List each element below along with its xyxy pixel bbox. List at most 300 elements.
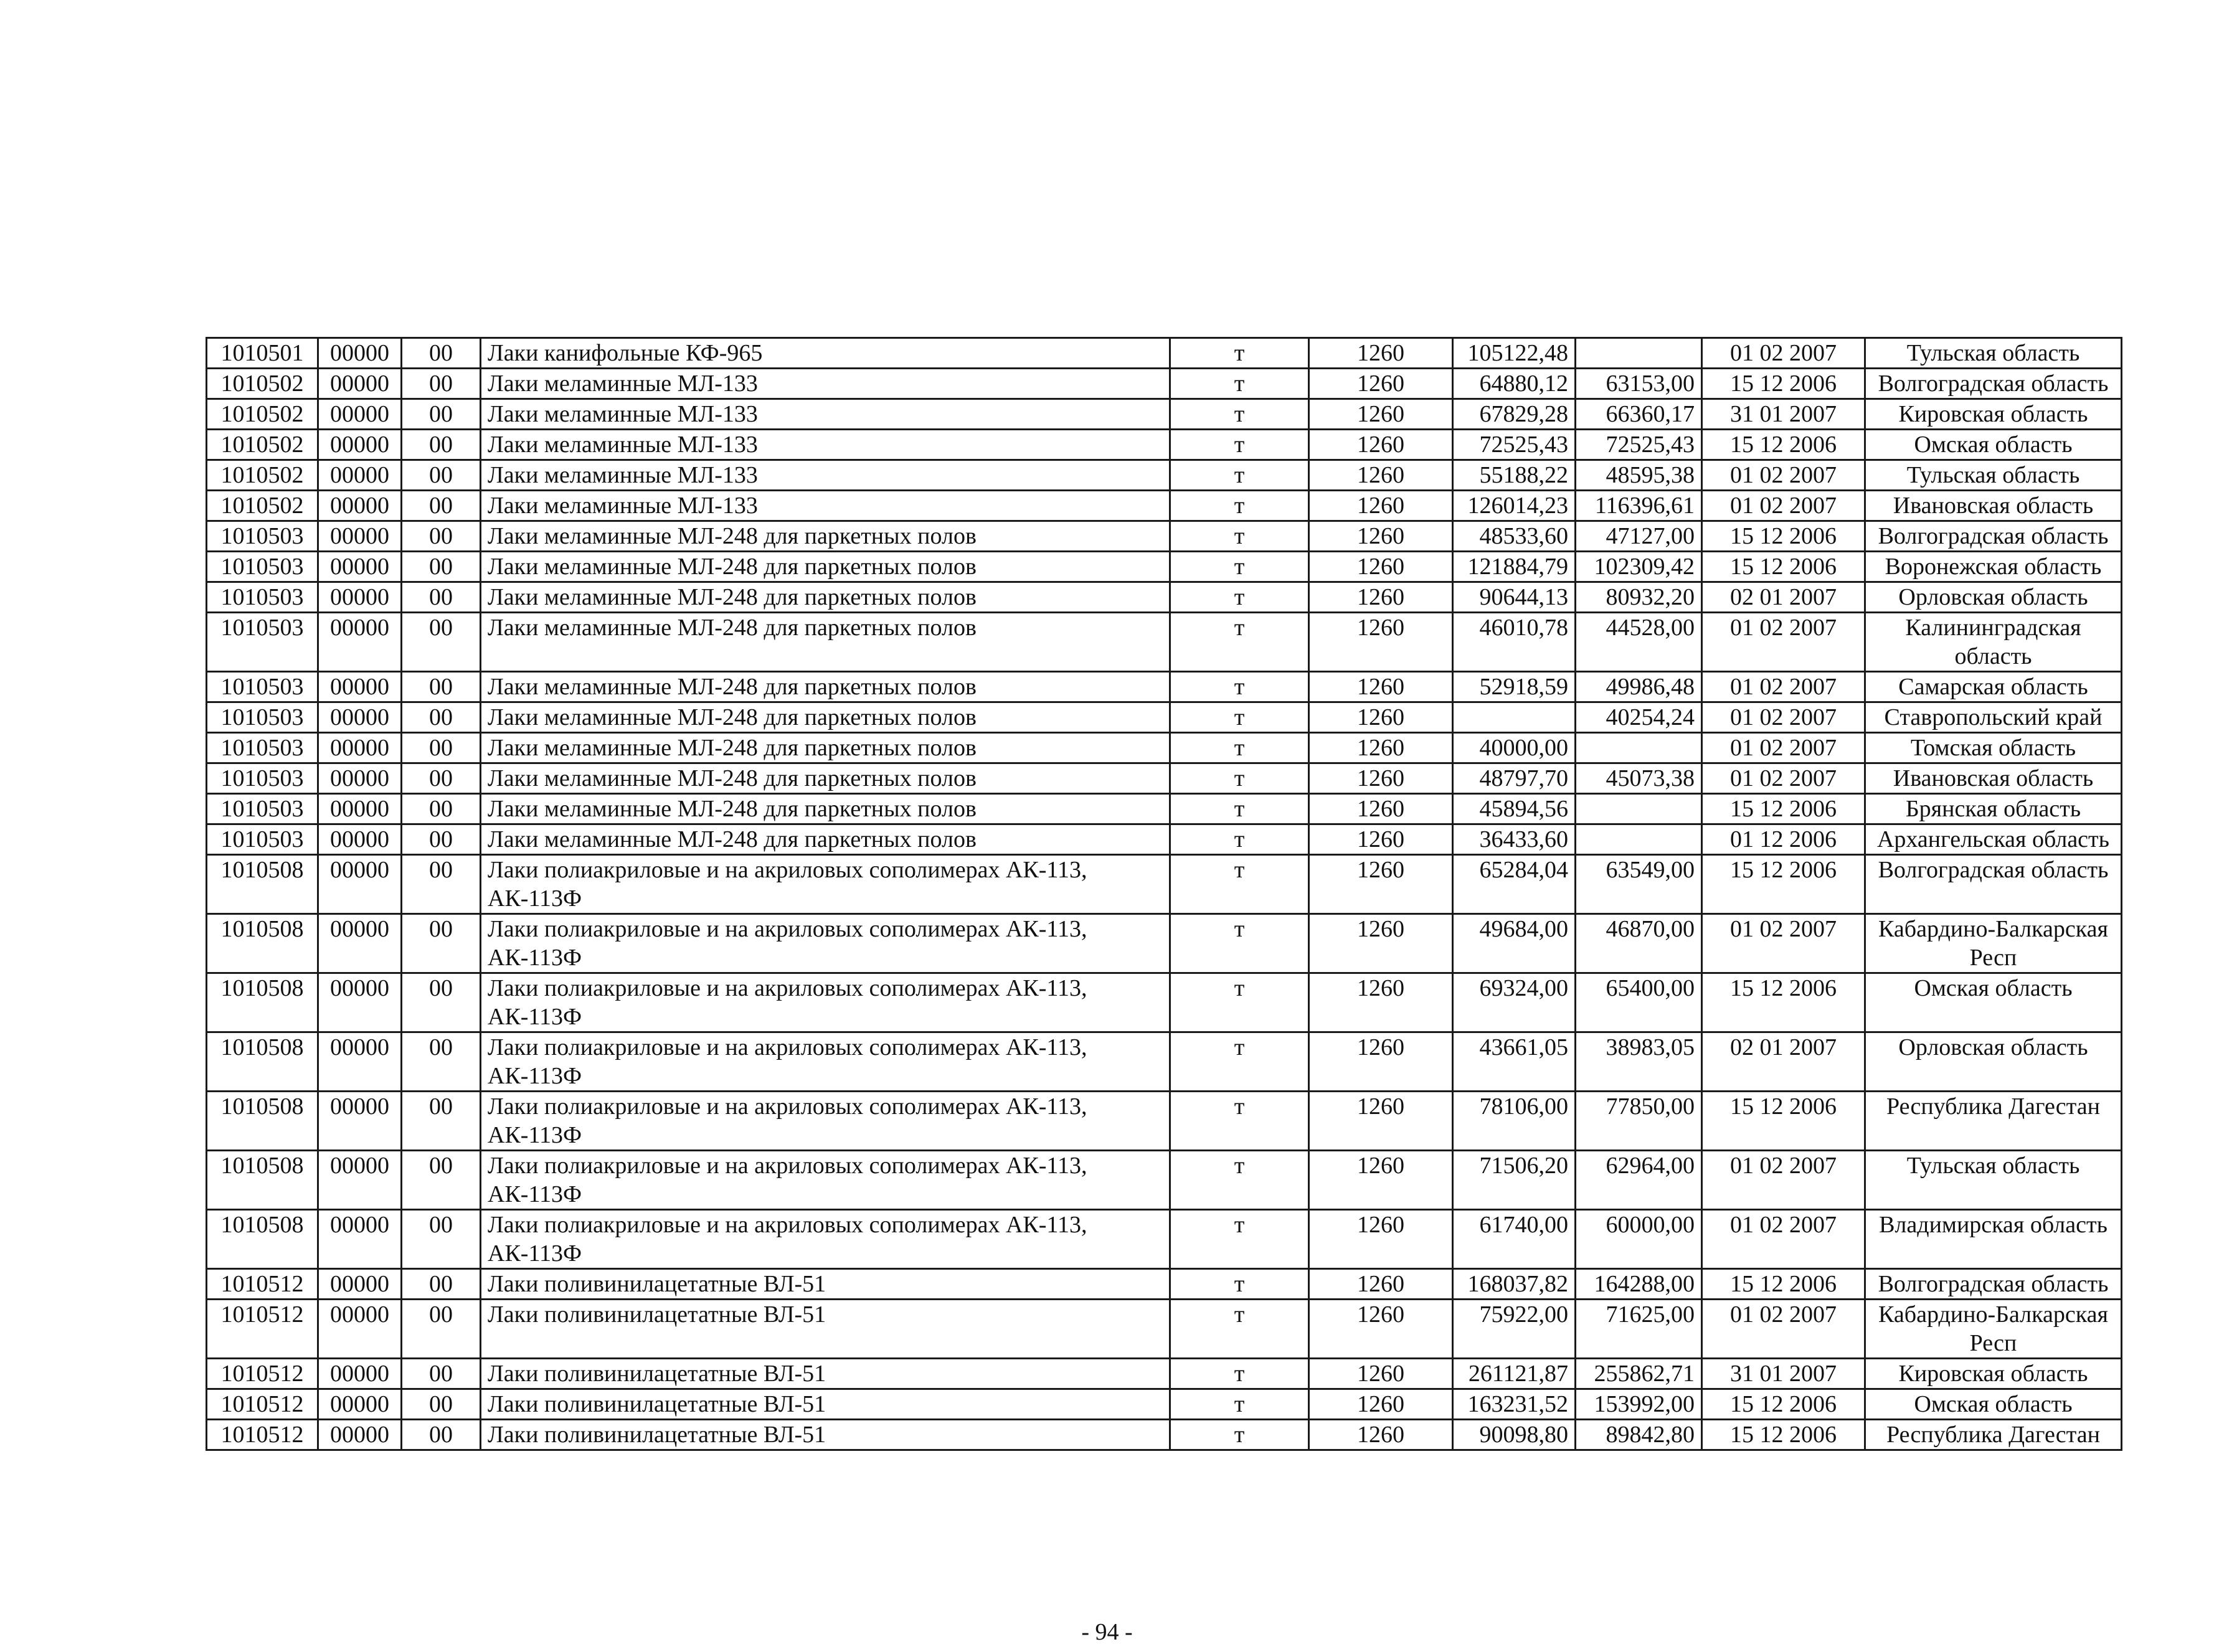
cell-code: 1010512 [207, 1300, 318, 1359]
cell-region: Архангельская область [1865, 824, 2122, 855]
cell-unit-code: 1260 [1309, 702, 1453, 733]
cell-price-with-vat: 43661,05 [1453, 1032, 1576, 1092]
cell-category: 00 [402, 702, 481, 733]
cell-date: 01 02 2007 [1702, 914, 1865, 973]
cell-code: 1010502 [207, 430, 318, 460]
cell-price-with-vat: 126014,23 [1453, 491, 1576, 521]
cell-code: 1010503 [207, 613, 318, 672]
table-row [207, 672, 2122, 702]
cell-subcode: 00000 [318, 521, 402, 552]
table-row [207, 1359, 2122, 1389]
cell-product-name: Лаки меламинные МЛ-248 для паркетных полов [481, 733, 1170, 763]
cell-price-without-vat [1576, 794, 1702, 824]
cell-date: 01 02 2007 [1702, 672, 1865, 702]
cell-product-name: Лаки меламинные МЛ-133 [481, 491, 1170, 521]
cell-date: 01 02 2007 [1702, 1210, 1865, 1269]
cell-region: Ивановская область [1865, 491, 2122, 521]
cell-product-name: Лаки полиакриловые и на акриловых сополимерах АК-113, АК-113Ф [481, 1032, 1170, 1092]
cell-product-name: Лаки полиакриловые и на акриловых сополимерах АК-113, АК-113Ф [481, 1210, 1170, 1269]
cell-unit-code: 1260 [1309, 973, 1453, 1032]
cell-price-without-vat: 47127,00 [1576, 521, 1702, 552]
cell-code: 1010508 [207, 973, 318, 1032]
cell-code: 1010512 [207, 1389, 318, 1420]
cell-code: 1010512 [207, 1359, 318, 1389]
cell-date: 15 12 2006 [1702, 973, 1865, 1032]
cell-unit-code: 1260 [1309, 1389, 1453, 1420]
cell-product-name: Лаки полиакриловые и на акриловых сополимерах АК-113, АК-113Ф [481, 1151, 1170, 1210]
table-row [207, 460, 2122, 491]
cell-price-with-vat: 67829,28 [1453, 399, 1576, 430]
cell-category: 00 [402, 399, 481, 430]
cell-price-without-vat: 49986,48 [1576, 672, 1702, 702]
cell-code: 1010503 [207, 521, 318, 552]
cell-category: 00 [402, 521, 481, 552]
table-row [207, 1269, 2122, 1300]
cell-category: 00 [402, 1210, 481, 1269]
cell-price-with-vat: 46010,78 [1453, 613, 1576, 672]
cell-subcode: 00000 [318, 460, 402, 491]
cell-unit: т [1170, 973, 1309, 1032]
cell-price-with-vat: 45894,56 [1453, 794, 1576, 824]
cell-date: 01 02 2007 [1702, 460, 1865, 491]
cell-product-name: Лаки поливинилацетатные ВЛ-51 [481, 1359, 1170, 1389]
cell-code: 1010502 [207, 491, 318, 521]
table-row [207, 430, 2122, 460]
table-row [207, 338, 2122, 369]
cell-subcode: 00000 [318, 733, 402, 763]
cell-unit-code: 1260 [1309, 1359, 1453, 1389]
cell-price-with-vat: 261121,87 [1453, 1359, 1576, 1389]
cell-subcode: 00000 [318, 1151, 402, 1210]
cell-date: 01 02 2007 [1702, 1151, 1865, 1210]
table-row [207, 399, 2122, 430]
cell-category: 00 [402, 1269, 481, 1300]
cell-category: 00 [402, 733, 481, 763]
cell-price-with-vat: 168037,82 [1453, 1269, 1576, 1300]
table-row [207, 763, 2122, 794]
cell-subcode: 00000 [318, 973, 402, 1032]
cell-code: 1010508 [207, 1210, 318, 1269]
table-row [207, 582, 2122, 613]
cell-unit: т [1170, 914, 1309, 973]
table-body [207, 338, 2122, 1450]
cell-product-name: Лаки меламинные МЛ-248 для паркетных полов [481, 763, 1170, 794]
table-row [207, 491, 2122, 521]
cell-price-without-vat: 40254,24 [1576, 702, 1702, 733]
cell-subcode: 00000 [318, 794, 402, 824]
cell-subcode: 00000 [318, 338, 402, 369]
cell-price-with-vat: 71506,20 [1453, 1151, 1576, 1210]
cell-date: 15 12 2006 [1702, 794, 1865, 824]
table-row [207, 613, 2122, 672]
cell-price-without-vat [1576, 338, 1702, 369]
cell-product-name: Лаки меламинные МЛ-133 [481, 430, 1170, 460]
cell-product-name: Лаки поливинилацетатные ВЛ-51 [481, 1269, 1170, 1300]
cell-price-with-vat: 72525,43 [1453, 430, 1576, 460]
cell-price-without-vat: 71625,00 [1576, 1300, 1702, 1359]
table-row [207, 521, 2122, 552]
cell-product-name: Лаки меламинные МЛ-248 для паркетных полов [481, 672, 1170, 702]
cell-product-name: Лаки меламинные МЛ-248 для паркетных полов [481, 702, 1170, 733]
cell-subcode: 00000 [318, 702, 402, 733]
cell-unit-code: 1260 [1309, 582, 1453, 613]
cell-region: Кабардино-Балкарская Респ [1865, 1300, 2122, 1359]
cell-unit: т [1170, 552, 1309, 582]
cell-unit-code: 1260 [1309, 824, 1453, 855]
cell-category: 00 [402, 1420, 481, 1450]
cell-date: 01 02 2007 [1702, 613, 1865, 672]
cell-date: 01 02 2007 [1702, 338, 1865, 369]
cell-category: 00 [402, 763, 481, 794]
cell-unit: т [1170, 1269, 1309, 1300]
cell-category: 00 [402, 1300, 481, 1359]
cell-category: 00 [402, 613, 481, 672]
cell-date: 15 12 2006 [1702, 1389, 1865, 1420]
cell-price-with-vat: 163231,52 [1453, 1389, 1576, 1420]
cell-code: 1010502 [207, 399, 318, 430]
cell-price-without-vat: 63153,00 [1576, 369, 1702, 399]
cell-product-name: Лаки меламинные МЛ-133 [481, 460, 1170, 491]
cell-subcode: 00000 [318, 399, 402, 430]
cell-code: 1010502 [207, 460, 318, 491]
cell-unit-code: 1260 [1309, 1092, 1453, 1151]
cell-date: 01 12 2006 [1702, 824, 1865, 855]
cell-product-name: Лаки меламинные МЛ-248 для паркетных полов [481, 794, 1170, 824]
table-row [207, 1420, 2122, 1450]
cell-price-with-vat: 105122,48 [1453, 338, 1576, 369]
cell-subcode: 00000 [318, 1420, 402, 1450]
cell-product-name: Лаки меламинные МЛ-248 для паркетных полов [481, 521, 1170, 552]
cell-region: Волгоградская область [1865, 1269, 2122, 1300]
cell-unit: т [1170, 1032, 1309, 1092]
cell-region: Воронежская область [1865, 552, 2122, 582]
cell-unit: т [1170, 672, 1309, 702]
cell-date: 02 01 2007 [1702, 1032, 1865, 1092]
cell-subcode: 00000 [318, 491, 402, 521]
table-row [207, 1300, 2122, 1359]
cell-unit-code: 1260 [1309, 613, 1453, 672]
cell-unit: т [1170, 491, 1309, 521]
cell-subcode: 00000 [318, 824, 402, 855]
cell-category: 00 [402, 914, 481, 973]
cell-region: Самарская область [1865, 672, 2122, 702]
cell-price-without-vat: 116396,61 [1576, 491, 1702, 521]
cell-date: 01 02 2007 [1702, 491, 1865, 521]
cell-price-without-vat: 77850,00 [1576, 1092, 1702, 1151]
cell-subcode: 00000 [318, 855, 402, 914]
cell-unit: т [1170, 824, 1309, 855]
cell-subcode: 00000 [318, 582, 402, 613]
cell-region: Омская область [1865, 1389, 2122, 1420]
cell-category: 00 [402, 855, 481, 914]
cell-unit-code: 1260 [1309, 491, 1453, 521]
cell-unit-code: 1260 [1309, 763, 1453, 794]
cell-date: 15 12 2006 [1702, 369, 1865, 399]
cell-price-without-vat: 38983,05 [1576, 1032, 1702, 1092]
cell-code: 1010508 [207, 855, 318, 914]
cell-region: Волгоградская область [1865, 521, 2122, 552]
cell-product-name: Лаки меламинные МЛ-133 [481, 399, 1170, 430]
table-row [207, 1151, 2122, 1210]
cell-price-with-vat: 64880,12 [1453, 369, 1576, 399]
cell-price-with-vat: 49684,00 [1453, 914, 1576, 973]
cell-code: 1010503 [207, 763, 318, 794]
cell-price-without-vat: 46870,00 [1576, 914, 1702, 973]
cell-subcode: 00000 [318, 1389, 402, 1420]
cell-unit: т [1170, 1359, 1309, 1389]
cell-price-without-vat: 164288,00 [1576, 1269, 1702, 1300]
cell-region: Республика Дагестан [1865, 1420, 2122, 1450]
cell-price-with-vat: 48797,70 [1453, 763, 1576, 794]
cell-price-with-vat: 90644,13 [1453, 582, 1576, 613]
cell-date: 15 12 2006 [1702, 521, 1865, 552]
cell-price-without-vat: 62964,00 [1576, 1151, 1702, 1210]
cell-price-with-vat: 52918,59 [1453, 672, 1576, 702]
cell-unit-code: 1260 [1309, 369, 1453, 399]
cell-region: Томская область [1865, 733, 2122, 763]
cell-price-with-vat: 75922,00 [1453, 1300, 1576, 1359]
cell-code: 1010508 [207, 1151, 318, 1210]
table-row [207, 1092, 2122, 1151]
cell-subcode: 00000 [318, 763, 402, 794]
cell-product-name: Лаки канифольные КФ-965 [481, 338, 1170, 369]
table-row [207, 702, 2122, 733]
cell-unit: т [1170, 763, 1309, 794]
cell-unit-code: 1260 [1309, 1300, 1453, 1359]
cell-region: Ивановская область [1865, 763, 2122, 794]
cell-date: 15 12 2006 [1702, 1092, 1865, 1151]
cell-code: 1010503 [207, 552, 318, 582]
cell-region: Тульская область [1865, 460, 2122, 491]
cell-region: Орловская область [1865, 1032, 2122, 1092]
cell-subcode: 00000 [318, 672, 402, 702]
cell-code: 1010503 [207, 672, 318, 702]
cell-unit: т [1170, 460, 1309, 491]
cell-category: 00 [402, 973, 481, 1032]
cell-region: Орловская область [1865, 582, 2122, 613]
cell-unit-code: 1260 [1309, 460, 1453, 491]
cell-product-name: Лаки полиакриловые и на акриловых сополимерах АК-113, АК-113Ф [481, 1092, 1170, 1151]
cell-unit: т [1170, 1420, 1309, 1450]
cell-unit-code: 1260 [1309, 430, 1453, 460]
table-row [207, 914, 2122, 973]
cell-region: Тульская область [1865, 338, 2122, 369]
cell-unit-code: 1260 [1309, 1269, 1453, 1300]
cell-category: 00 [402, 794, 481, 824]
cell-unit-code: 1260 [1309, 338, 1453, 369]
cell-unit: т [1170, 855, 1309, 914]
cell-region: Волгоградская область [1865, 855, 2122, 914]
cell-date: 02 01 2007 [1702, 582, 1865, 613]
cell-category: 00 [402, 1359, 481, 1389]
table-row [207, 1389, 2122, 1420]
table-row [207, 824, 2122, 855]
cell-category: 00 [402, 369, 481, 399]
cell-unit: т [1170, 582, 1309, 613]
cell-price-without-vat: 255862,71 [1576, 1359, 1702, 1389]
cell-category: 00 [402, 1389, 481, 1420]
cell-price-with-vat: 69324,00 [1453, 973, 1576, 1032]
cell-price-without-vat: 72525,43 [1576, 430, 1702, 460]
cell-product-name: Лаки поливинилацетатные ВЛ-51 [481, 1420, 1170, 1450]
cell-date: 31 01 2007 [1702, 399, 1865, 430]
cell-price-without-vat: 102309,42 [1576, 552, 1702, 582]
cell-unit-code: 1260 [1309, 794, 1453, 824]
cell-unit-code: 1260 [1309, 672, 1453, 702]
table-row [207, 855, 2122, 914]
cell-subcode: 00000 [318, 1269, 402, 1300]
cell-region: Кировская область [1865, 399, 2122, 430]
cell-subcode: 00000 [318, 1092, 402, 1151]
table-row [207, 369, 2122, 399]
table-row [207, 733, 2122, 763]
cell-product-name: Лаки полиакриловые и на акриловых сополимерах АК-113, АК-113Ф [481, 914, 1170, 973]
cell-region: Кабардино-Балкарская Респ [1865, 914, 2122, 973]
cell-code: 1010508 [207, 1032, 318, 1092]
cell-price-with-vat [1453, 702, 1576, 733]
cell-code: 1010503 [207, 582, 318, 613]
cell-price-with-vat: 48533,60 [1453, 521, 1576, 552]
cell-category: 00 [402, 1092, 481, 1151]
cell-price-without-vat: 63549,00 [1576, 855, 1702, 914]
cell-category: 00 [402, 430, 481, 460]
cell-subcode: 00000 [318, 1032, 402, 1092]
cell-product-name: Лаки поливинилацетатные ВЛ-51 [481, 1300, 1170, 1359]
cell-product-name: Лаки полиакриловые и на акриловых сополимерах АК-113, АК-113Ф [481, 855, 1170, 914]
cell-date: 15 12 2006 [1702, 855, 1865, 914]
cell-category: 00 [402, 672, 481, 702]
cell-unit-code: 1260 [1309, 1420, 1453, 1450]
cell-product-name: Лаки меламинные МЛ-248 для паркетных полов [481, 552, 1170, 582]
cell-product-name: Лаки меламинные МЛ-133 [481, 369, 1170, 399]
table-row [207, 1210, 2122, 1269]
cell-code: 1010502 [207, 369, 318, 399]
cell-unit: т [1170, 399, 1309, 430]
cell-date: 01 02 2007 [1702, 733, 1865, 763]
table-row [207, 552, 2122, 582]
cell-unit: т [1170, 1300, 1309, 1359]
cell-date: 01 02 2007 [1702, 1300, 1865, 1359]
cell-code: 1010508 [207, 914, 318, 973]
cell-price-with-vat: 90098,80 [1453, 1420, 1576, 1450]
cell-price-without-vat [1576, 733, 1702, 763]
cell-price-without-vat: 60000,00 [1576, 1210, 1702, 1269]
cell-product-name: Лаки меламинные МЛ-248 для паркетных полов [481, 582, 1170, 613]
cell-subcode: 00000 [318, 369, 402, 399]
cell-price-without-vat: 45073,38 [1576, 763, 1702, 794]
cell-subcode: 00000 [318, 430, 402, 460]
cell-date: 15 12 2006 [1702, 430, 1865, 460]
cell-code: 1010503 [207, 702, 318, 733]
cell-code: 1010503 [207, 733, 318, 763]
cell-unit: т [1170, 1092, 1309, 1151]
cell-unit-code: 1260 [1309, 914, 1453, 973]
cell-date: 15 12 2006 [1702, 1269, 1865, 1300]
cell-date: 15 12 2006 [1702, 1420, 1865, 1450]
cell-category: 00 [402, 338, 481, 369]
cell-region: Владимирская область [1865, 1210, 2122, 1269]
cell-product-name: Лаки меламинные МЛ-248 для паркетных полов [481, 824, 1170, 855]
cell-category: 00 [402, 552, 481, 582]
cell-unit: т [1170, 794, 1309, 824]
cell-date: 31 01 2007 [1702, 1359, 1865, 1389]
table-row [207, 794, 2122, 824]
cell-price-without-vat [1576, 824, 1702, 855]
cell-unit-code: 1260 [1309, 399, 1453, 430]
table-row [207, 973, 2122, 1032]
cell-region: Тульская область [1865, 1151, 2122, 1210]
page-number: - 94 - [1081, 1619, 1133, 1645]
cell-unit: т [1170, 733, 1309, 763]
cell-price-without-vat: 80932,20 [1576, 582, 1702, 613]
cell-unit-code: 1260 [1309, 1032, 1453, 1092]
cell-category: 00 [402, 1032, 481, 1092]
cell-price-with-vat: 40000,00 [1453, 733, 1576, 763]
cell-price-with-vat: 61740,00 [1453, 1210, 1576, 1269]
cell-date: 01 02 2007 [1702, 702, 1865, 733]
cell-price-without-vat: 66360,17 [1576, 399, 1702, 430]
cell-unit-code: 1260 [1309, 733, 1453, 763]
cell-unit: т [1170, 1210, 1309, 1269]
cell-subcode: 00000 [318, 1300, 402, 1359]
cell-code: 1010501 [207, 338, 318, 369]
cell-category: 00 [402, 460, 481, 491]
cell-date: 15 12 2006 [1702, 552, 1865, 582]
cell-category: 00 [402, 491, 481, 521]
cell-price-without-vat: 153992,00 [1576, 1389, 1702, 1420]
cell-unit: т [1170, 1151, 1309, 1210]
cell-subcode: 00000 [318, 613, 402, 672]
cell-price-with-vat: 55188,22 [1453, 460, 1576, 491]
cell-region: Омская область [1865, 430, 2122, 460]
cell-code: 1010512 [207, 1420, 318, 1450]
cell-unit-code: 1260 [1309, 1210, 1453, 1269]
cell-product-name: Лаки полиакриловые и на акриловых сополимерах АК-113, АК-113Ф [481, 973, 1170, 1032]
cell-unit: т [1170, 702, 1309, 733]
cell-unit: т [1170, 613, 1309, 672]
cell-product-name: Лаки поливинилацетатные ВЛ-51 [481, 1389, 1170, 1420]
cell-region: Калининградская область [1865, 613, 2122, 672]
cell-region: Кировская область [1865, 1359, 2122, 1389]
table-row [207, 1032, 2122, 1092]
cell-code: 1010508 [207, 1092, 318, 1151]
cell-price-without-vat: 89842,80 [1576, 1420, 1702, 1450]
cell-subcode: 00000 [318, 1359, 402, 1389]
price-table [206, 337, 2122, 1451]
cell-subcode: 00000 [318, 1210, 402, 1269]
cell-code: 1010503 [207, 824, 318, 855]
cell-unit-code: 1260 [1309, 1151, 1453, 1210]
cell-code: 1010512 [207, 1269, 318, 1300]
cell-unit-code: 1260 [1309, 521, 1453, 552]
cell-price-with-vat: 36433,60 [1453, 824, 1576, 855]
cell-subcode: 00000 [318, 552, 402, 582]
cell-region: Республика Дагестан [1865, 1092, 2122, 1151]
cell-unit: т [1170, 521, 1309, 552]
cell-price-without-vat: 44528,00 [1576, 613, 1702, 672]
cell-price-with-vat: 121884,79 [1453, 552, 1576, 582]
cell-subcode: 00000 [318, 914, 402, 973]
cell-price-with-vat: 65284,04 [1453, 855, 1576, 914]
cell-category: 00 [402, 582, 481, 613]
cell-unit: т [1170, 369, 1309, 399]
cell-date: 01 02 2007 [1702, 763, 1865, 794]
cell-category: 00 [402, 1151, 481, 1210]
cell-price-with-vat: 78106,00 [1453, 1092, 1576, 1151]
cell-region: Брянская область [1865, 794, 2122, 824]
cell-region: Омская область [1865, 973, 2122, 1032]
cell-price-without-vat: 65400,00 [1576, 973, 1702, 1032]
